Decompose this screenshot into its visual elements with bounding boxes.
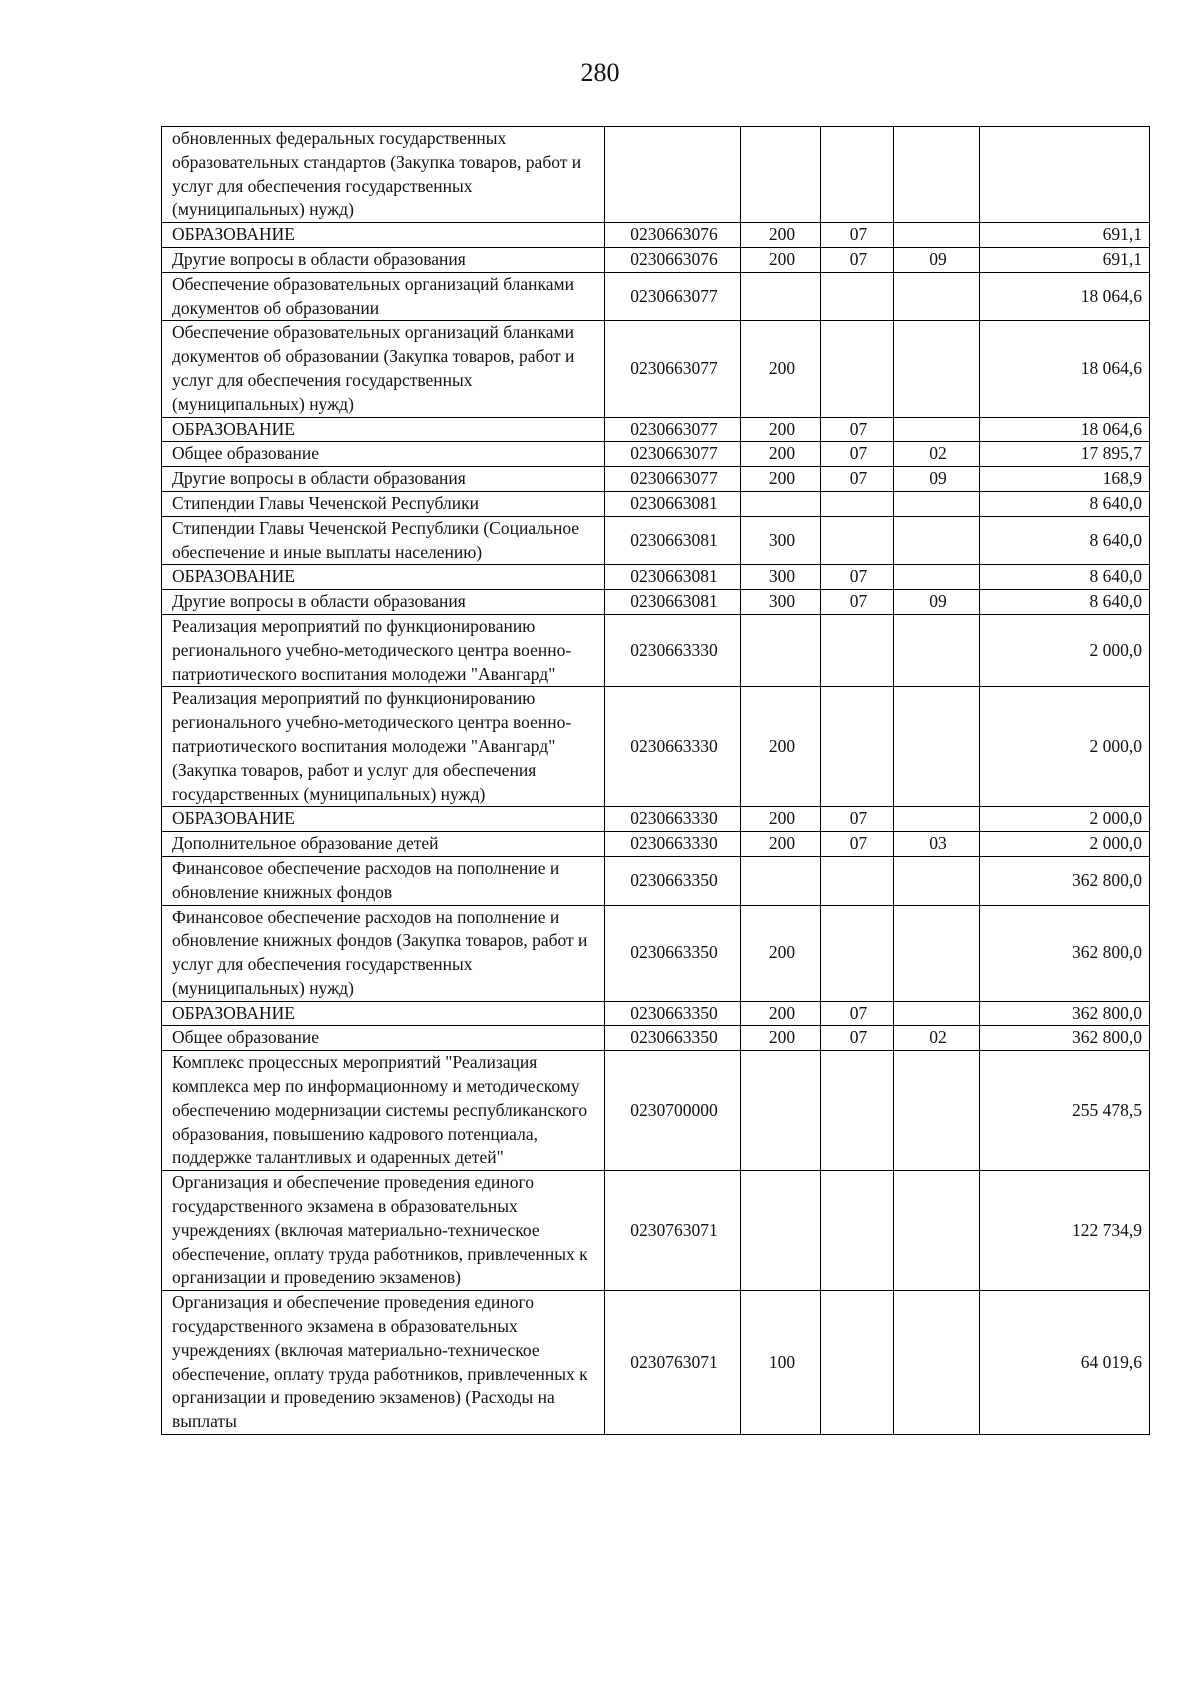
row-description: ОБРАЗОВАНИЕ (162, 417, 605, 442)
row-expense-type: 200 (741, 807, 821, 832)
row-amount: 255 478,5 (980, 1051, 1150, 1171)
row-amount: 8 640,0 (980, 565, 1150, 590)
table-row (162, 1171, 1150, 1291)
table-row (162, 247, 1150, 272)
row-section: 07 (821, 807, 894, 832)
row-description: Реализация мероприятий по функционированию регионального учебно-методического центра военно-патриотического воспитания молодежи "Авангард" (Закупка товаров, работ и услуг для обеспечения государственных (муниципальных) нужд) (162, 687, 605, 807)
row-target-code: 0230663081 (605, 590, 741, 615)
row-subsection (894, 1051, 980, 1171)
row-section (821, 856, 894, 905)
row-description: Обеспечение образовательных организаций бланками документов об образовании (Закупка товаров, работ и услуг для обеспечения государственных (муниципальных) нужд) (162, 321, 605, 417)
row-expense-type (741, 1051, 821, 1171)
table-row (162, 1001, 1150, 1026)
row-target-code: 0230663077 (605, 442, 741, 467)
table-row (162, 1051, 1150, 1171)
row-amount: 2 000,0 (980, 687, 1150, 807)
table-row (162, 1026, 1150, 1051)
budget-table (161, 126, 1150, 1435)
row-section (821, 491, 894, 516)
row-description: Реализация мероприятий по функционированию регионального учебно-методического центра военно-патриотического воспитания молодежи "Авангард" (162, 614, 605, 686)
row-amount: 362 800,0 (980, 905, 1150, 1001)
row-amount: 168,9 (980, 467, 1150, 492)
row-description: ОБРАЗОВАНИЕ (162, 1001, 605, 1026)
row-target-code: 0230663330 (605, 832, 741, 857)
row-subsection: 02 (894, 442, 980, 467)
row-target-code: 0230663077 (605, 467, 741, 492)
row-amount: 362 800,0 (980, 856, 1150, 905)
row-description: Организация и обеспечение проведения единого государственного экзамена в образовательных учреждениях (включая материально-техническое обеспечение, оплату труда работников, привлеченных к организации и проведению экзаменов) (162, 1171, 605, 1291)
row-target-code: 0230663330 (605, 687, 741, 807)
row-subsection (894, 516, 980, 565)
row-description: Стипендии Главы Чеченской Республики (Социальное обеспечение и иные выплаты населению) (162, 516, 605, 565)
row-target-code (605, 127, 741, 223)
row-expense-type: 200 (741, 247, 821, 272)
row-expense-type (741, 1171, 821, 1291)
table-row (162, 565, 1150, 590)
row-section (821, 905, 894, 1001)
row-expense-type (741, 491, 821, 516)
row-target-code: 0230663077 (605, 417, 741, 442)
table-row (162, 516, 1150, 565)
row-subsection (894, 491, 980, 516)
row-expense-type (741, 127, 821, 223)
row-subsection (894, 905, 980, 1001)
row-target-code: 0230663330 (605, 807, 741, 832)
row-description: Финансовое обеспечение расходов на пополнение и обновление книжных фондов (Закупка товаров, работ и услуг для обеспечения государственных (муниципальных) нужд) (162, 905, 605, 1001)
table-row (162, 442, 1150, 467)
row-section: 07 (821, 1026, 894, 1051)
row-target-code: 0230663350 (605, 1001, 741, 1026)
row-expense-type: 300 (741, 590, 821, 615)
row-description: Общее образование (162, 442, 605, 467)
row-amount: 8 640,0 (980, 590, 1150, 615)
page-number: 280 (580, 58, 620, 87)
row-amount: 18 064,6 (980, 321, 1150, 417)
row-section (821, 614, 894, 686)
row-section (821, 516, 894, 565)
row-target-code: 0230663076 (605, 223, 741, 248)
row-amount (980, 127, 1150, 223)
row-section (821, 272, 894, 321)
row-section: 07 (821, 417, 894, 442)
row-subsection: 03 (894, 832, 980, 857)
row-target-code: 0230763071 (605, 1171, 741, 1291)
table-row (162, 467, 1150, 492)
table-row (162, 491, 1150, 516)
row-expense-type (741, 614, 821, 686)
row-target-code: 0230663081 (605, 516, 741, 565)
row-expense-type: 300 (741, 565, 821, 590)
row-amount: 2 000,0 (980, 807, 1150, 832)
row-amount: 8 640,0 (980, 491, 1150, 516)
row-section (821, 687, 894, 807)
row-expense-type: 200 (741, 467, 821, 492)
row-subsection (894, 321, 980, 417)
row-description: Другие вопросы в области образования (162, 467, 605, 492)
row-description: обновленных федеральных государственных образовательных стандартов (Закупка товаров, работ и услуг для обеспечения государственных (муниципальных) нужд) (162, 127, 605, 223)
row-description: Обеспечение образовательных организаций бланками документов об образовании (162, 272, 605, 321)
table-row (162, 832, 1150, 857)
row-section (821, 1051, 894, 1171)
row-amount: 691,1 (980, 223, 1150, 248)
row-subsection (894, 223, 980, 248)
row-amount: 17 895,7 (980, 442, 1150, 467)
row-amount: 362 800,0 (980, 1026, 1150, 1051)
row-amount: 64 019,6 (980, 1291, 1150, 1435)
row-expense-type: 200 (741, 417, 821, 442)
table-row (162, 590, 1150, 615)
row-target-code: 0230663350 (605, 1026, 741, 1051)
row-target-code: 0230700000 (605, 1051, 741, 1171)
row-amount: 691,1 (980, 247, 1150, 272)
row-expense-type: 200 (741, 1026, 821, 1051)
row-section: 07 (821, 1001, 894, 1026)
row-subsection (894, 614, 980, 686)
row-subsection (894, 856, 980, 905)
row-description: Организация и обеспечение проведения единого государственного экзамена в образовательных учреждениях (включая материально-техническое обеспечение, оплату труда работников, привлеченных к организации и проведению экзаменов) (Расходы на выплаты (162, 1291, 605, 1435)
table-row (162, 687, 1150, 807)
row-expense-type: 300 (741, 516, 821, 565)
row-subsection (894, 417, 980, 442)
row-target-code: 0230663077 (605, 321, 741, 417)
row-description: ОБРАЗОВАНИЕ (162, 565, 605, 590)
row-section (821, 321, 894, 417)
row-amount: 122 734,9 (980, 1171, 1150, 1291)
row-amount: 18 064,6 (980, 417, 1150, 442)
row-description: Финансовое обеспечение расходов на пополнение и обновление книжных фондов (162, 856, 605, 905)
row-expense-type: 200 (741, 1001, 821, 1026)
table-row (162, 417, 1150, 442)
row-subsection (894, 1001, 980, 1026)
row-description: Комплекс процессных мероприятий "Реализация комплекса мер по информационному и методическому обеспечению модернизации системы республиканского образования, повышению кадрового потенциала, поддержке талантливых и одаренных детей" (162, 1051, 605, 1171)
row-section: 07 (821, 467, 894, 492)
row-subsection (894, 1171, 980, 1291)
table-row (162, 127, 1150, 223)
row-description: Стипендии Главы Чеченской Республики (162, 491, 605, 516)
row-subsection: 09 (894, 467, 980, 492)
row-amount: 362 800,0 (980, 1001, 1150, 1026)
row-section: 07 (821, 223, 894, 248)
row-section: 07 (821, 247, 894, 272)
row-description: ОБРАЗОВАНИЕ (162, 807, 605, 832)
row-section (821, 1171, 894, 1291)
budget-table-body (162, 127, 1150, 1435)
row-target-code: 0230763071 (605, 1291, 741, 1435)
row-description: Дополнительное образование детей (162, 832, 605, 857)
table-row (162, 856, 1150, 905)
row-amount: 8 640,0 (980, 516, 1150, 565)
row-expense-type (741, 856, 821, 905)
row-expense-type: 200 (741, 687, 821, 807)
row-expense-type: 100 (741, 1291, 821, 1435)
table-row (162, 905, 1150, 1001)
row-description: ОБРАЗОВАНИЕ (162, 223, 605, 248)
row-expense-type: 200 (741, 442, 821, 467)
row-amount: 2 000,0 (980, 832, 1150, 857)
row-subsection (894, 687, 980, 807)
table-row (162, 807, 1150, 832)
row-description: Другие вопросы в области образования (162, 590, 605, 615)
row-subsection (894, 272, 980, 321)
row-section (821, 1291, 894, 1435)
row-target-code: 0230663350 (605, 856, 741, 905)
row-subsection (894, 807, 980, 832)
table-row (162, 223, 1150, 248)
row-expense-type (741, 272, 821, 321)
row-amount: 18 064,6 (980, 272, 1150, 321)
row-subsection (894, 1291, 980, 1435)
row-expense-type: 200 (741, 223, 821, 248)
table-row (162, 1291, 1150, 1435)
table-row (162, 321, 1150, 417)
row-expense-type: 200 (741, 321, 821, 417)
row-subsection: 09 (894, 247, 980, 272)
row-target-code: 0230663350 (605, 905, 741, 1001)
row-target-code: 0230663330 (605, 614, 741, 686)
row-expense-type: 200 (741, 905, 821, 1001)
row-subsection: 09 (894, 590, 980, 615)
row-target-code: 0230663081 (605, 491, 741, 516)
row-subsection: 02 (894, 1026, 980, 1051)
row-description: Другие вопросы в области образования (162, 247, 605, 272)
row-expense-type: 200 (741, 832, 821, 857)
row-subsection (894, 127, 980, 223)
row-section: 07 (821, 590, 894, 615)
row-target-code: 0230663076 (605, 247, 741, 272)
row-section: 07 (821, 442, 894, 467)
table-row (162, 614, 1150, 686)
row-target-code: 0230663081 (605, 565, 741, 590)
row-amount: 2 000,0 (980, 614, 1150, 686)
row-section: 07 (821, 832, 894, 857)
row-section (821, 127, 894, 223)
row-target-code: 0230663077 (605, 272, 741, 321)
table-row (162, 272, 1150, 321)
row-description: Общее образование (162, 1026, 605, 1051)
row-subsection (894, 565, 980, 590)
row-section: 07 (821, 565, 894, 590)
